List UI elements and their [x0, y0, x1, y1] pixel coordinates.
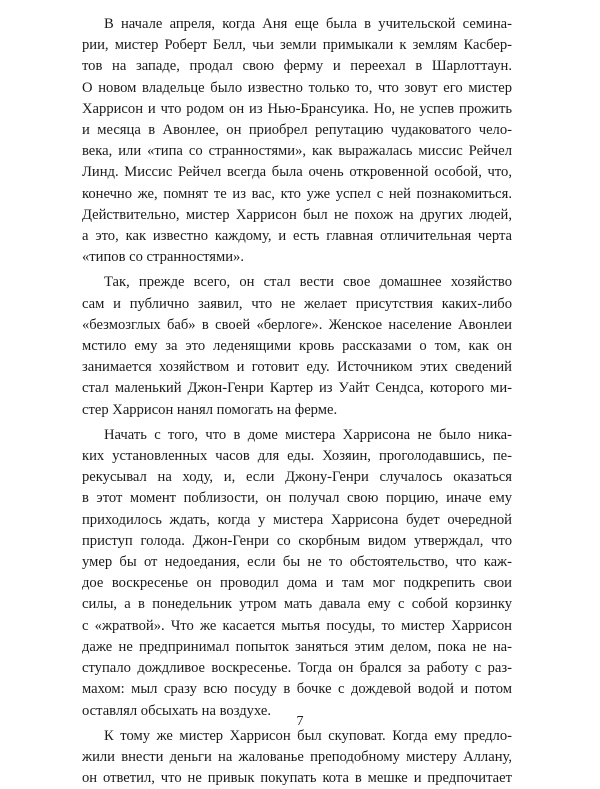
- text-line: дое воскресенье он проводил дома и там мог подкрепить свои: [82, 575, 512, 592]
- text-line: конечно же, помнят те из вас, кто уже успел с ней познакомиться.: [82, 185, 512, 202]
- text-line: и месяца в Авонлее, он приобрел репутацию чудаковатого чело-: [82, 122, 512, 139]
- text-line: приходилось ждать, когда у мистера Харрисона будет очередной: [82, 511, 512, 528]
- text-line: О новом владельце было известно только то, что зовут его мистер: [82, 79, 512, 96]
- paragraph-3: [82, 425, 512, 722]
- text-line: силы, а в понедельник утром мать давала ему с собой корзинку: [82, 596, 512, 613]
- paragraph-1: [82, 14, 512, 268]
- text-line: стал маленький Джон-Генри Картер из Уайт Сендса, которого ми-: [82, 380, 512, 397]
- text-line: Харрисон и что родом он из Нью-Брансуика. Но, не успев прожить: [82, 100, 512, 117]
- text-line: даже не предпринимал попыток заняться этим делом, пока не на-: [82, 638, 512, 655]
- text-line: рии, мистер Роберт Белл, чьи земли примыкали к землям Касбер-: [82, 37, 512, 54]
- paragraph-2: [82, 272, 512, 420]
- text-line: жили внести деньги на жалованье преподобному мистеру Аллану,: [82, 748, 512, 765]
- text-line: века, или «типа со странностями», как выражалась миссис Рейчел: [82, 143, 512, 160]
- text-line: в этот момент поблизости, он получал свою порцию, иначе ему: [82, 490, 512, 507]
- text-line: он ответил, что не привык покупать кота в мешке и предпочитает: [82, 770, 512, 787]
- text-line: тов на западе, продал свою ферму и переехал в Шарлоттаун.: [82, 58, 512, 75]
- text-line: Линд. Миссис Рейчел всегда была очень откровенной особой, что,: [82, 164, 512, 181]
- text-line: К тому же мистер Харрисон был скуповат. Когда ему предло-: [104, 727, 512, 744]
- text-line: умер бы от недоедания, если бы не то обстоятельство, что каж-: [82, 554, 512, 571]
- text-line: оставлял обсыхать на воздухе.: [82, 702, 271, 719]
- text-line: махом: мыл сразу всю посуду в бочке с дождевой водой и потом: [82, 681, 512, 698]
- page-number: 7: [296, 714, 304, 729]
- text-line: «безмозглых баб» в своей «берлоге». Женское население Авонлеи: [82, 316, 512, 333]
- text-line: сам и публично заявил, что не желает присутствия каких-либо: [82, 295, 512, 312]
- page-body: [82, 14, 512, 789]
- text-line: приступ голода. Джон-Генри со скорбным видом утверждал, что: [82, 532, 512, 549]
- text-line: а это, как известно каждому, и есть главная отличительная черта: [82, 228, 512, 245]
- text-line: занимается хозяйством и готовит еду. Источником этих сведений: [82, 359, 512, 376]
- text-line: Так, прежде всего, он стал вести свое домашнее хозяйство: [104, 274, 512, 291]
- text-line: Действительно, мистер Харрисон был не похож на других людей,: [82, 206, 512, 223]
- text-line: рекусывал на ходу, и, если Джону-Генри случалось оказаться: [82, 469, 512, 486]
- text-line: В начале апреля, когда Аня еще была в учительской семина-: [104, 16, 512, 32]
- text-line: стер Харрисон нанял помогать на ферме.: [82, 401, 338, 418]
- paragraph-4: [82, 726, 512, 789]
- text-line: с «жратвой». Что же касается мытья посуды, то мистер Харрисон: [82, 617, 512, 634]
- text-line: ступало дождливое воскресенье. Тогда он брался за работу с раз-: [82, 660, 512, 677]
- text-line: мстило ему за это леденящими кровь рассказами о том, как он: [82, 338, 512, 355]
- text-line: ких установленных часов для еды. Хозяин, проголодавшись, пе-: [82, 448, 512, 465]
- text-line: «типов со странностями».: [82, 249, 245, 266]
- text-line: Начать с того, что в доме мистера Харрисона не было ника-: [104, 426, 512, 443]
